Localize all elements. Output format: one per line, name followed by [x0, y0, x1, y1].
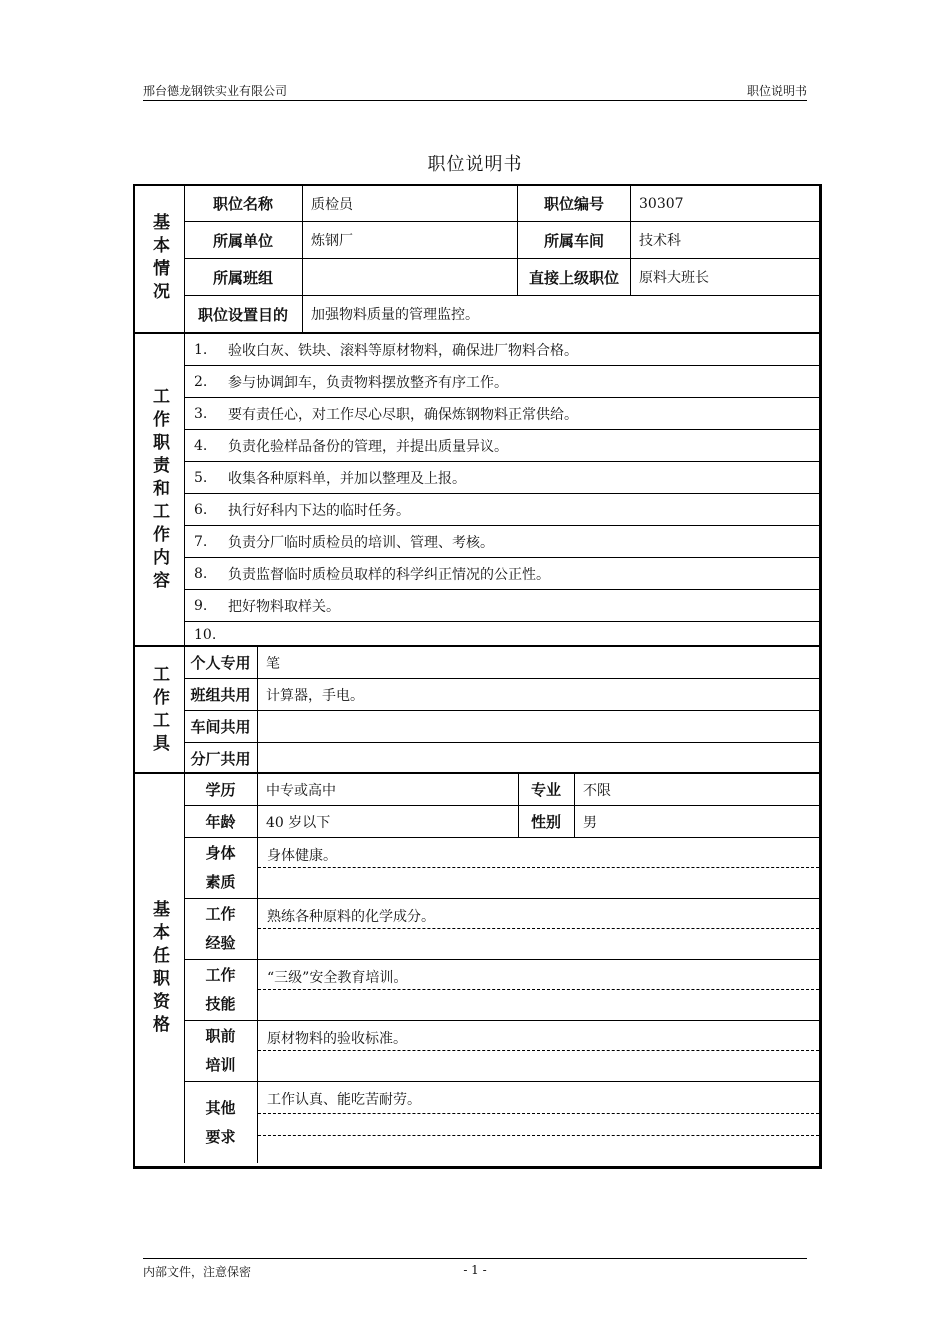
superior-value: 原料大班长: [639, 270, 709, 286]
position-code-label: 职位编号: [518, 186, 631, 221]
position-name-label: 职位名称: [184, 186, 303, 221]
duty-item: 4. 负责化验样品备份的管理，并提出质量异议。: [184, 430, 819, 462]
duty-item: 9. 把好物料取样关。: [184, 590, 819, 622]
education-value: 中专或高中: [258, 774, 519, 805]
purpose-label: 职位设置目的: [184, 296, 303, 332]
basic-info-label: 基本情况: [149, 213, 169, 305]
workshop-value: 技术科: [639, 233, 681, 249]
page-title: 职位说明书: [427, 154, 523, 175]
position-code-value: 30307: [639, 195, 684, 212]
age-value: 40 岁以下: [258, 806, 519, 837]
duty-item: 7. 负责分厂临时质检员的培训、管理、考核。: [184, 526, 819, 558]
purpose-value: 加强物料质量的管理监控。: [311, 307, 479, 323]
page-footer: [143, 1258, 807, 1279]
basic-info-section: [135, 186, 819, 332]
unit-label: 所属单位: [184, 222, 303, 258]
tools-section: [135, 645, 819, 774]
basic-row-1: [184, 186, 819, 222]
duty-item: 5. 收集各种原料单，并加以整理及上报。: [184, 462, 819, 494]
duty-item: 3. 要有责任心，对工作尽心尽职，确保炼钢物料正常供给。: [184, 398, 819, 430]
company-name: 邢台德龙钢铁实业有限公司: [143, 84, 288, 98]
job-description-table: [133, 184, 822, 1169]
duty-item: 10.: [194, 626, 217, 643]
major-value: 不限: [583, 782, 611, 799]
basic-row-4: [184, 296, 819, 332]
basic-row-2: [184, 222, 819, 259]
age-row: 年龄 40 岁以下 性别 男: [184, 806, 819, 838]
confidential-note: 内部文件，注意保密: [143, 1265, 252, 1279]
skills-value: “三级”安全教育培训。: [267, 970, 408, 986]
team-value: [303, 259, 518, 295]
superior-label: 直接上级职位: [518, 259, 631, 295]
experience-value: 熟练各种原料的化学成分。: [267, 909, 435, 925]
gender-value: 男: [583, 814, 597, 831]
health-row: 身体 素质 身体健康。: [184, 838, 819, 899]
workshop-label: 所属车间: [518, 222, 631, 258]
skills-row: 工作 技能 “三级”安全教育培训。: [184, 960, 819, 1021]
duty-item: 1. 验收白灰、铁块、滚料等原材物料，确保进厂物料合格。: [184, 334, 819, 366]
health-value: 身体健康。: [267, 848, 337, 864]
education-row: 学历 中专或高中 专业 不限: [184, 774, 819, 806]
tool-row: 分厂共用: [184, 743, 819, 774]
page-number: - 1 -: [463, 1263, 487, 1277]
team-label: 所属班组: [184, 259, 303, 295]
training-row: 职前 培训 原材物料的验收标准。: [184, 1021, 819, 1082]
duties-section: [135, 332, 819, 647]
page-header: [143, 82, 807, 101]
other-value: 工作认真、能吃苦耐劳。: [267, 1092, 421, 1108]
basic-row-3: [184, 259, 819, 296]
duty-item: 6. 执行好科内下达的临时任务。: [184, 494, 819, 526]
experience-row: 工作 经验 熟练各种原料的化学成分。: [184, 899, 819, 960]
duties-label: 工作职责和工作内容: [149, 387, 169, 594]
qualifications-label: 基本任职资格: [149, 899, 169, 1038]
header-doc-type: 职位说明书: [746, 84, 807, 98]
duty-item: 2. 参与协调卸车，负责物料摆放整齐有序工作。: [184, 366, 819, 398]
duty-item: 8. 负责监督临时质检员取样的科学纠正情况的公正性。: [184, 558, 819, 590]
tool-row: 个人专用 笔: [184, 647, 819, 679]
training-value: 原材物料的验收标准。: [267, 1031, 407, 1047]
tools-label: 工作工具: [149, 664, 169, 757]
tool-row: 车间共用: [184, 711, 819, 743]
qualifications-section: [135, 772, 819, 1163]
position-name-value: 质检员: [303, 186, 518, 221]
unit-value: 炼钢厂: [303, 222, 518, 258]
other-row: 其他 要求 工作认真、能吃苦耐劳。: [184, 1082, 819, 1163]
tool-row: 班组共用 计算器，手电。: [184, 679, 819, 711]
